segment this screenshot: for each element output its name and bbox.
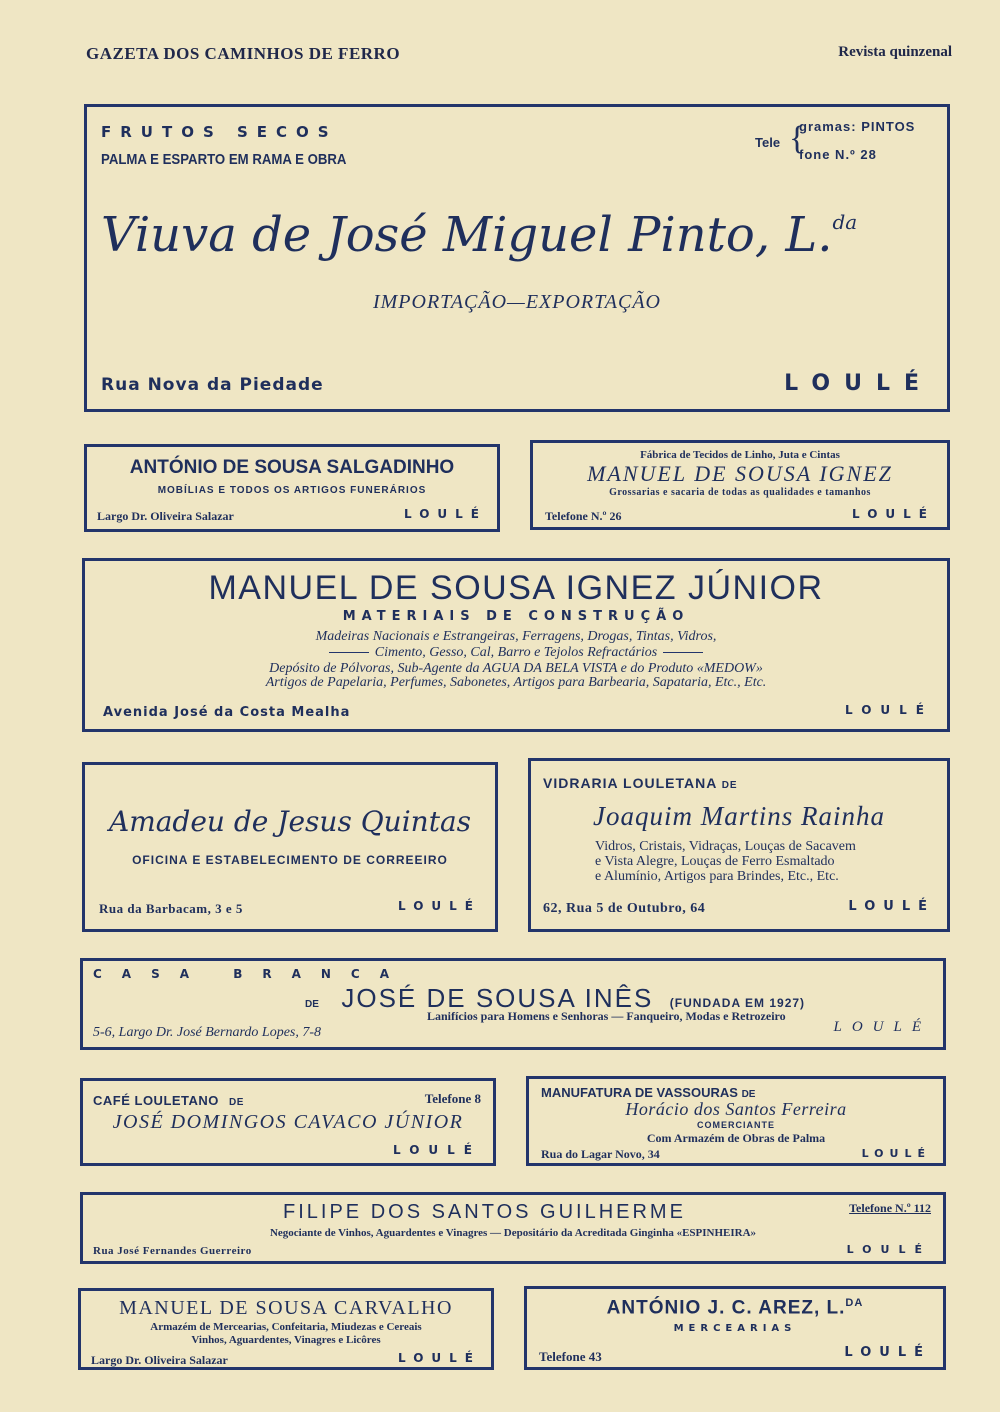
ad4-line4: Artigos de Papelaria, Perfumes, Sabonetes, Artigos para Barbearia, Sapataria, Etc., Etc. (265, 675, 767, 690)
ad7-top: CASA BRANCA (93, 967, 410, 981)
ad3-top: Fábrica de Tecidos de Linho, Juta e Cintas (640, 449, 840, 461)
ad-filipe-santos-guilherme (80, 1192, 946, 1264)
ad1-brace: { (789, 120, 806, 157)
ad2-town: LOULÉ (403, 507, 487, 521)
ad-antonio-arez (524, 1286, 946, 1370)
ad11-line2: Vinhos, Aguardentes, Vinagres e Licôres (191, 1334, 381, 1346)
ad6-line2: e Vista Alegre, Louças de Ferro Esmaltado (595, 854, 835, 869)
ad8-name: JOSÉ DOMINGOS CAVACO JÚNIOR (112, 1111, 464, 1133)
ad5-sub: OFICINA E ESTABELECIMENTO DE CORREEIRO (132, 853, 448, 867)
ad5-name: Amadeu de Jesus Quintas (108, 805, 472, 838)
ad-manuel-sousa-ignez-junior (82, 558, 950, 732)
ad4-line1: Madeiras Nacionais e Estrangeiras, Ferragens, Drogas, Tintas, Vidros, (315, 629, 717, 644)
ad4-line2: Cimento, Gesso, Cal, Barro e Tejolos Refractários (85, 645, 947, 661)
ad4-line3: Depósito de Pólvoras, Sub-Agente da AGUA DA BELA VISTA e do Produto «MEDOW» (269, 661, 763, 676)
ad9-name: Horácio dos Santos Ferreira (625, 1099, 847, 1119)
ad6-top: VIDRARIA LOULETANA DE (543, 775, 738, 791)
ad6-line1: Vidros, Cristais, Vidraças, Louças de Sacavem (595, 839, 856, 854)
ad1-line1: FRUTOS SECOS (101, 123, 338, 141)
ad7-town: LOULÉ (833, 1019, 931, 1035)
ad1-telegramas: gramas: PINTOS (799, 119, 916, 134)
ad12-town: LOULÉ (844, 1345, 931, 1360)
ad7-address: 5-6, Largo Dr. José Bernardo Lopes, 7-8 (93, 1025, 322, 1040)
ad6-address: 62, Rua 5 de Outubro, 64 (543, 901, 706, 916)
ad2-sub: MOBÍLIAS E TODOS OS ARTIGOS FUNERÁRIOS (157, 485, 427, 496)
ad6-name: Joaquim Martins Rainha (593, 801, 885, 831)
ad-antonio-sousa-salgadinho (84, 444, 500, 532)
ad1-address: Rua Nova da Piedade (101, 375, 324, 395)
ad1-town: LOULÉ (784, 371, 933, 396)
ad11-address: Largo Dr. Oliveira Salazar (91, 1353, 228, 1367)
ad4-name: MANUEL DE SOUSA IGNEZ JÚNIOR (208, 569, 824, 607)
ad3-phone: Telefone N.º 26 (545, 509, 622, 523)
ad10-name: FILIPE DOS SANTOS GUILHERME (283, 1201, 686, 1223)
ad9-top: MANUFATURA DE VASSOURAS DE (541, 1085, 756, 1100)
ad10-address: Rua José Fernandes Guerreiro (93, 1245, 252, 1257)
ad10-town: LOULÉ (846, 1243, 931, 1256)
ad-vidraria-louletana (528, 758, 950, 932)
ad9-town: LOULÉ (861, 1147, 931, 1160)
ad-manufatura-vassouras (526, 1076, 946, 1166)
ad11-town: LOULÉ (397, 1351, 481, 1365)
ad11-line1: Armazém de Mercearias, Confeitaria, Miudezas e Cereais (150, 1321, 422, 1333)
ad12-phone: Telefone 43 (539, 1349, 602, 1364)
ad-manuel-sousa-ignez (530, 440, 950, 530)
ad-cafe-louletano (80, 1078, 496, 1166)
ad-manuel-sousa-carvalho (78, 1288, 494, 1370)
ad7-name-row: DE JOSÉ DE SOUSA INÊS (FUNDADA EM 1927) (305, 983, 806, 1013)
ad1-subtitle: IMPORTAÇÃO—EXPORTAÇÃO (372, 291, 661, 313)
ad8-town: LOULÉ (392, 1143, 481, 1157)
ad8-phone: Telefone 8 (424, 1091, 481, 1106)
ad6-line3: e Alumínio, Artigos para Brindes, Etc., Etc. (595, 869, 839, 884)
ad12-sub: MERCEARIAS (673, 1323, 797, 1334)
ad4-address: Avenida José da Costa Mealha (103, 705, 351, 720)
ad5-address: Rua da Barbacam, 3 e 5 (99, 901, 243, 916)
ad12-name: ANTÓNIO J. C. AREZ, L.$^{DA}$ (606, 1297, 864, 1319)
ad8-top: CAFÉ LOULETANO DE (93, 1093, 244, 1108)
ad9-line1: Com Armazém de Obras de Palma (646, 1131, 826, 1145)
ad9-sub: COMERCIANTE (697, 1120, 775, 1130)
ad1-tele-prefix: Tele (755, 135, 781, 150)
ad2-name: ANTÓNIO DE SOUSA SALGADINHO (129, 457, 455, 478)
ad11-name: MANUEL DE SOUSA CARVALHO (119, 1297, 453, 1319)
ad3-sub: Grossarias e sacaria de todas as qualidades e tamanhos (609, 487, 871, 498)
ad2-address: Largo Dr. Oliveira Salazar (97, 509, 234, 523)
magazine-title: GAZETA DOS CAMINHOS DE FERRO (86, 44, 401, 63)
ad-casa-branca (80, 958, 946, 1050)
ad-viuva-jose-miguel-pinto (84, 104, 950, 412)
ad1-name: Viuva de José Miguel Pinto, L.$^{da}$ (101, 207, 858, 263)
ad10-phone: Telefone N.º 112 (849, 1201, 931, 1215)
ad9-address: Rua do Lagar Novo, 34 (541, 1147, 660, 1161)
ad-amadeu-jesus-quintas (82, 762, 498, 932)
ad10-sub: Negociante de Vinhos, Aguardentes e Vinagres — Depositário da Acreditada Ginginha «ESPINHEIRA» (269, 1227, 757, 1239)
ad4-town: LOULÉ (844, 703, 933, 717)
ad3-name: MANUEL DE SOUSA IGNEZ (587, 461, 893, 486)
ad1-line2: PALMA E ESPARTO EM RAMA E OBRA (101, 151, 347, 168)
ad6-town: LOULÉ (848, 899, 935, 914)
ad4-sub: MATERIAIS DE CONSTRUÇÃO (342, 609, 690, 624)
magazine-subtitle: Revista quinzenal (838, 44, 952, 60)
ad3-town: LOULÉ (851, 507, 935, 521)
ad5-town: LOULÉ (397, 899, 481, 913)
ad7-sub: Lanifícios para Homens e Senhoras — Fanqueiro, Modas e Retrozeiro (427, 1009, 786, 1023)
ad1-telefone: fone N.º 28 (799, 147, 877, 162)
